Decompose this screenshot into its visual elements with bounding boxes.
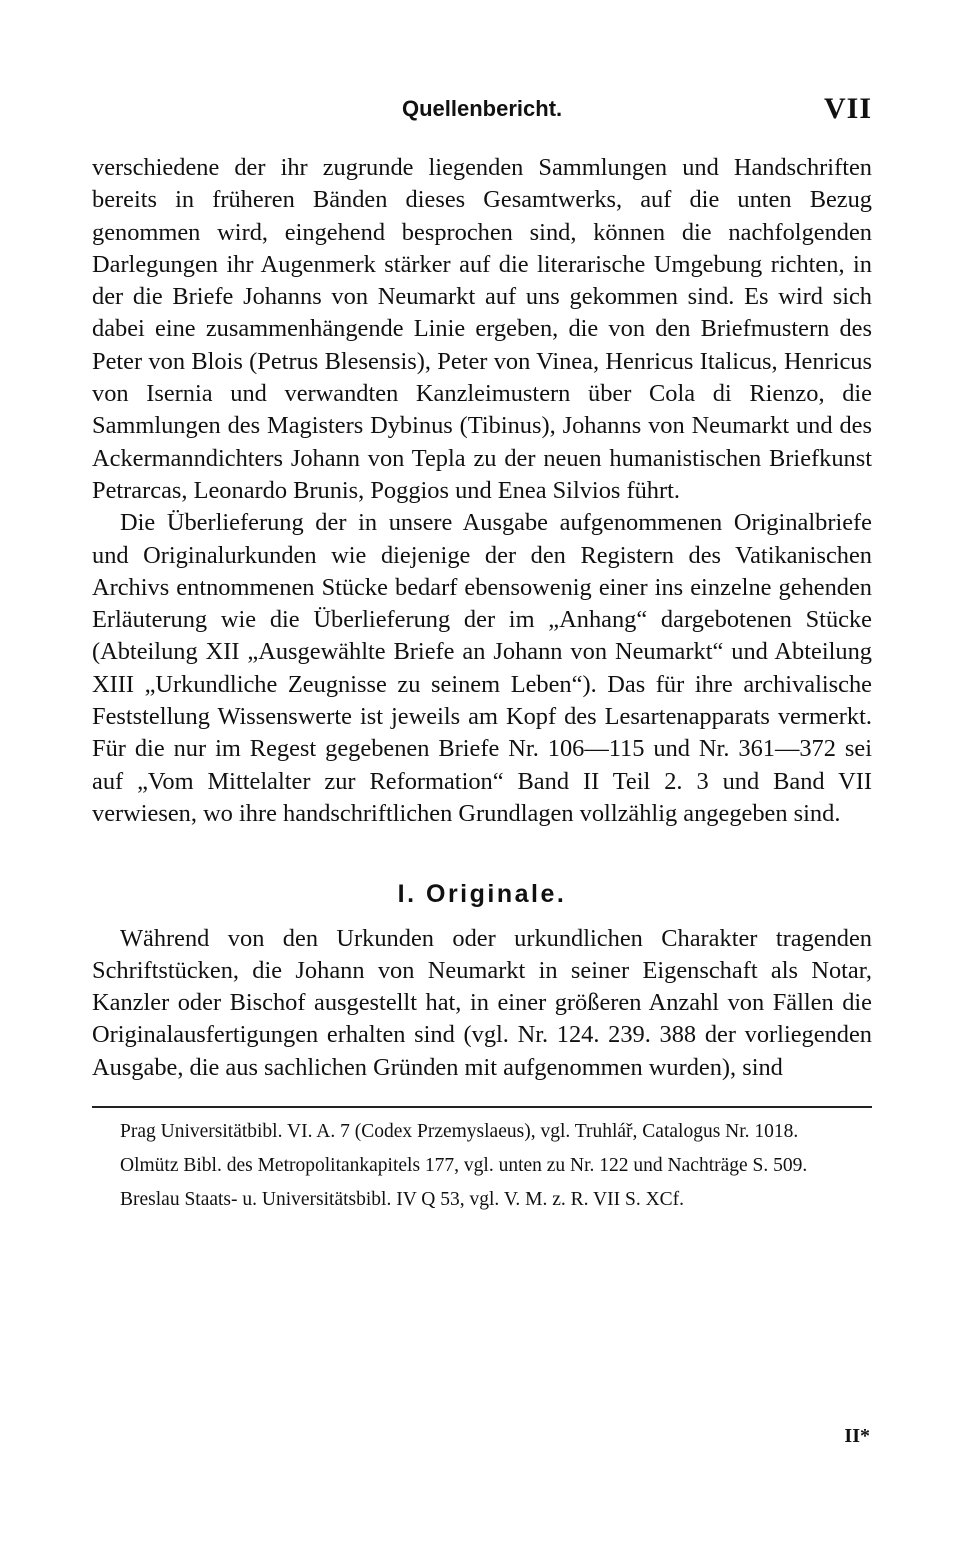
section-heading: I. Originale. [397, 880, 567, 909]
footnotes [92, 1118, 872, 1214]
footnote-prag: Prag Universitätbibl. VI. A. 7 (Codex Przemyslaeus), vgl. Truhlář, Catalogus Nr. 1018. [120, 1121, 799, 1143]
paragraph-originale: Während von den Urkunden oder urkundlichen Charakter tragenden Schriftstücken, die Johann von Neumarkt in seiner Eigenschaft als Notar, Kanzler oder Bischof ausgestellt hat, in einer größeren Anzahl von Fällen die Originalausfertigungen erhalten sind (vgl. Nr. 124. 239. 388 der vorliegenden Ausgabe, die aus sachlichen Gründen mit aufgenommen wurden), sind [92, 924, 872, 1081]
running-head [92, 92, 872, 140]
paragraph-continuation: verschiedene der ihr zugrunde liegenden Sammlungen und Handschriften bereits in früheren Bänden dieses Gesamtwerks, auf die unten Bezug genommen wird, eingehend besprochen sind, können die nachfolgenden Darlegungen ihr Augenmerk stärker auf die literarische Umgebung richten, in der die Briefe Johanns von Neumarkt auf uns gekommen sind. Es wird sich dabei eine zusammenhängende Linie ergeben, die von den Briefmustern des Peter von Blois (Petrus Blesensis), Peter von Vinea, Henricus Italicus, Henricus von Isernia und verwandten Kanzleimustern über Cola di Rienzo, die Sammlungen des Magisters Dybinus (Tibinus), Johanns von Neumarkt und des Ackermanndichters Johann von Tepla zu der neuen humanistischen Briefkunst Petrarcas, Leonardo Brunis, Poggios und Enea Silvios führt. [92, 154, 872, 504]
body-text [92, 152, 872, 1084]
footnote-breslau: Breslau Staats- u. Universitätsbibl. IV Q 53, vgl. V. M. z. R. VII S. XCf. [120, 1189, 685, 1211]
sheet-signature: II* [844, 1425, 870, 1447]
running-title: Quellenbericht. [402, 96, 563, 121]
paragraph-ueberlieferung: Die Überlieferung der in unsere Ausgabe aufgenommenen Originalbriefe und Originalurkunden wie diejenige der den Registern des Vatikanischen Archivs entnommenen Stücke bedarf ebensowenig einer ins einzelne gehenden Erläuterung wie die Überlieferung der im „Anhang“ dargebotenen Stücke (Abteilung XII „Ausgewählte Briefe an Johann von Neumarkt“ und Abteilung XIII „Urkundliche Zeugnisse zu seinem Leben“). Das für ihre archivalische Feststellung Wissenswerte ist jeweils am Kopf des Lesartenapparats vermerkt. Für die nur im Regest gegebenen Briefe Nr. 106—115 und Nr. 361—372 sei auf „Vom Mittelalter zur Reformation“ Band II Teil 2. 3 und Band VII verwiesen, wo ihre handschriftlichen Grundlagen vollzählig angegeben sind. [92, 509, 872, 827]
document-page [92, 92, 872, 1220]
footnote-olmuetz: Olmütz Bibl. des Metropolitankapitels 177, vgl. unten zu Nr. 122 und Nachträge S. 509. [120, 1155, 808, 1177]
page-number: VII [823, 92, 872, 125]
footnote-divider [92, 1106, 872, 1108]
